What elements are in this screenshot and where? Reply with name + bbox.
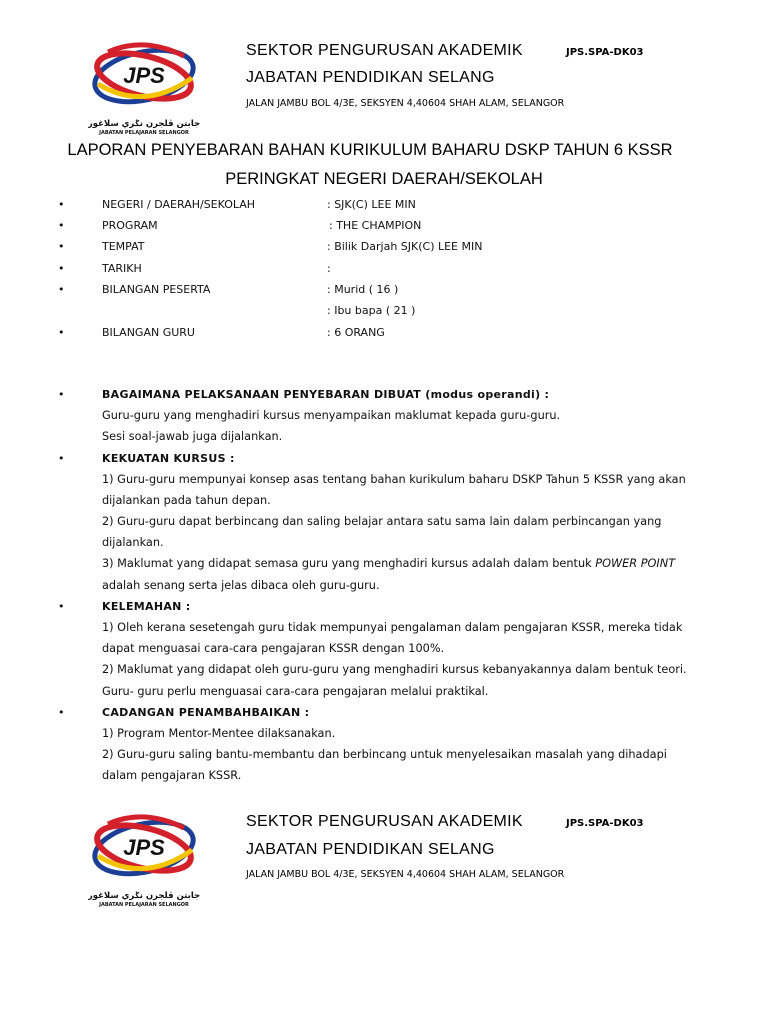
body-text: 3) Maklumat yang didapat semasa guru yang menghadiri kursus adalah dalam bentuk bbox=[102, 557, 596, 570]
jps-logo bbox=[88, 38, 200, 138]
doc-code: JPS.SPA-DK03 bbox=[566, 47, 644, 58]
doc-code: JPS.SPA-DK03 bbox=[566, 818, 644, 829]
body-line bbox=[102, 557, 675, 570]
info-label: PROGRAM bbox=[102, 219, 158, 232]
bullet: • bbox=[58, 240, 65, 253]
body-line: Guru-guru yang menghadiri kursus menyampaikan maklumat kepada guru-guru. bbox=[102, 409, 561, 422]
power-point-term: POWER POINT bbox=[595, 557, 676, 570]
body-line: 2) Maklumat yang didapat oleh guru-guru yang menghadiri kursus kebanyakannya dalam bentuk teori. bbox=[102, 663, 687, 676]
section-heading: KELEMAHAN : bbox=[102, 600, 191, 613]
info-label: TARIKH bbox=[102, 262, 142, 275]
logo-jawi: جابتن ڤلجرن نݢري سلاغور bbox=[88, 119, 200, 129]
info-label: TEMPAT bbox=[102, 240, 145, 253]
body-line: 2) Guru-guru dapat berbincang dan saling belajar antara satu sama lain dalam perbincangan yang bbox=[102, 515, 662, 528]
body-line: Guru- guru perlu menguasai cara-cara pengajaran melalui praktikal. bbox=[102, 685, 489, 698]
body-line: 1) Program Mentor-Mentee dilaksanakan. bbox=[102, 727, 336, 740]
info-value: : 6 ORANG bbox=[327, 326, 385, 339]
body-line: dapat menguasai cara-cara pengajaran KSSR dengan 100%. bbox=[102, 642, 445, 655]
section-heading: BAGAIMANA PELAKSANAAN PENYEBARAN DIBUAT (modus operandi) : bbox=[102, 388, 550, 401]
bullet: • bbox=[58, 283, 65, 296]
body-line: dijalankan pada tahun depan. bbox=[102, 494, 271, 507]
report-title-line2: PERINGKAT NEGERI DAERAH/SEKOLAH bbox=[225, 170, 543, 188]
bullet: • bbox=[58, 219, 65, 232]
section-heading: KEKUATAN KURSUS : bbox=[102, 452, 235, 465]
sector-title: SEKTOR PENGURUSAN AKADEMIK bbox=[246, 813, 523, 830]
jps-logo bbox=[88, 810, 200, 910]
bullet: • bbox=[58, 262, 65, 275]
logo-caption: JABATAN PELAJARAN SELANGOR bbox=[99, 130, 189, 136]
sector-title: SEKTOR PENGURUSAN AKADEMIK bbox=[246, 42, 523, 59]
info-label: BILANGAN GURU bbox=[102, 326, 195, 339]
body-line: Sesi soal-jawab juga dijalankan. bbox=[102, 430, 283, 443]
logo-caption: JABATAN PELAJARAN SELANGOR bbox=[99, 902, 189, 908]
logo-text: JPS bbox=[123, 835, 165, 860]
logo-text: JPS bbox=[123, 63, 165, 88]
info-value: : Murid ( 16 ) bbox=[327, 283, 399, 296]
address: JALAN JAMBU BOL 4/3E, SEKSYEN 4,40604 SHAH ALAM, SELANGOR bbox=[246, 869, 565, 880]
report-title-line1: LAPORAN PENYEBARAN BAHAN KURIKULUM BAHARU DSKP TAHUN 6 KSSR bbox=[67, 141, 673, 159]
info-value: : SJK(C) LEE MIN bbox=[327, 198, 416, 211]
info-value: : Bilik Darjah SJK(C) LEE MIN bbox=[327, 240, 483, 253]
bullet: • bbox=[58, 326, 65, 339]
body-line: 2) Guru-guru saling bantu-membantu dan berbincang untuk menyelesaikan masalah yang dihadapi bbox=[102, 748, 667, 761]
body-line: adalah senang serta jelas dibaca oleh guru-guru. bbox=[102, 579, 380, 592]
info-value: : THE CHAMPION bbox=[329, 219, 422, 232]
bullet: • bbox=[58, 600, 65, 613]
logo-jawi: جابتن ڤلجرن نݢري سلاغور bbox=[88, 891, 200, 901]
bullet: • bbox=[58, 452, 65, 465]
section-heading: CADANGAN PENAMBAHBAIKAN : bbox=[102, 706, 310, 719]
body-line: dalam pengajaran KSSR. bbox=[102, 769, 242, 782]
bullet: • bbox=[58, 706, 65, 719]
department-title: JABATAN PENDIDIKAN SELANG bbox=[246, 69, 495, 86]
info-label: BILANGAN PESERTA bbox=[102, 283, 211, 296]
body-line: dijalankan. bbox=[102, 536, 164, 549]
info-value: : Ibu bapa ( 21 ) bbox=[327, 304, 416, 317]
bullet: • bbox=[58, 388, 65, 401]
department-title: JABATAN PENDIDIKAN SELANG bbox=[246, 841, 495, 858]
body-line: 1) Oleh kerana sesetengah guru tidak mempunyai pengalaman dalam pengajaran KSSR, mereka tidak bbox=[102, 621, 683, 634]
info-label: NEGERI / DAERAH/SEKOLAH bbox=[102, 198, 256, 211]
info-value: : bbox=[327, 262, 331, 275]
bullet: • bbox=[58, 198, 65, 211]
body-line: 1) Guru-guru mempunyai konsep asas tentang bahan kurikulum baharu DSKP Tahun 5 KSSR yang akan bbox=[102, 473, 686, 486]
address: JALAN JAMBU BOL 4/3E, SEKSYEN 4,40604 SHAH ALAM, SELANGOR bbox=[246, 98, 565, 109]
